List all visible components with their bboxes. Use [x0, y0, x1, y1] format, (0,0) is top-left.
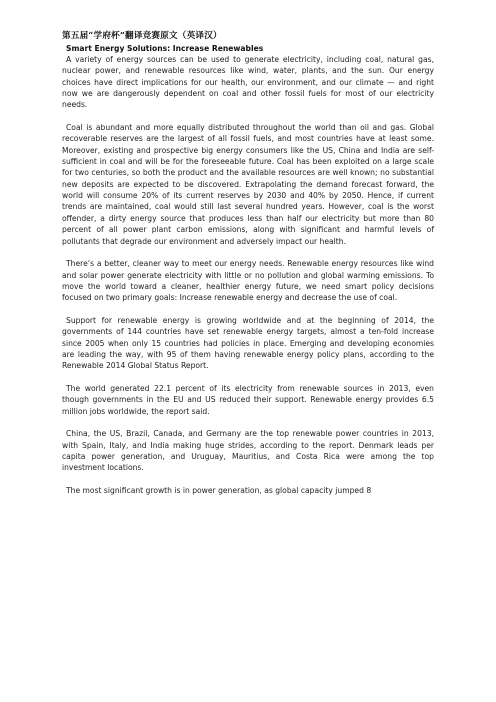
paragraph-gap [62, 417, 434, 428]
paragraph-gap [62, 111, 434, 122]
document-subtitle: Smart Energy Solutions: Increase Renewables [66, 44, 264, 53]
paragraph-gap [62, 372, 434, 383]
paragraph-gap [62, 247, 434, 258]
paragraph: China, the US, Brazil, Canada, and Germany are the top renewable power countries in 2013, with Spain, Italy, and India making huge strides, according to the report. Denmark leads per capita power generation, and Uruguay, Mauritius, and Costa Rica were among the top investment locations. [62, 429, 434, 473]
paragraph: There’s a better, cleaner way to meet our energy needs. Renewable energy resources like wind and solar power generate electricity with little or no pollution and global warming emissions. To move the world toward a cleaner, healthier energy future, we need smart policy decisions focused on two primary goals: Increase renewable energy and decrease the use of coal. [62, 259, 434, 303]
paragraph: The most significant growth is in power generation, as global capacity jumped 8 [66, 486, 372, 496]
paragraph: The world generated 22.1 percent of its electricity from renewable sources in 2013, even though governments in the EU and US reduced their support. Renewable energy provides 6.5 million jobs worldwide, the report said. [62, 383, 434, 416]
document-title: 第五届“学府杯”翻译竞赛原文（英译汉） [62, 31, 222, 41]
paragraph: Support for renewable energy is growing worldwide and at the beginning of 2014, the governments of 144 countries have set renewable energy targets, almost a ten-fold increase since 2005 when only 15 countries had policies in place. Emerging and developing economies are leading the way, with 95 of them having renewable energy policy plans, according to the Renewable 2014 Global Status Report. [62, 315, 434, 371]
document-page [62, 30, 434, 496]
paragraph: A variety of energy sources can be used to generate electricity, including coal, natural gas, nuclear power, and renewable resources like wind, water, plants, and the sun. Our energy choices have direct implications for our health, our environment, and our climate — and right now we are dangerously dependent on coal and other fossil fuels for most of our electricity needs. [62, 55, 434, 110]
paragraph-gap [62, 304, 434, 315]
paragraph-gap [62, 474, 434, 485]
paragraph: Coal is abundant and more equally distributed throughout the world than oil and gas. Global recoverable reserves are the largest of all fossil fuels, and most countries have at least some. Moreover, existing and prospective big energy consumers like the US, China and India are self-sufficient in coal and will be for the foreseeable future. Coal has been exploited on a large scale for two centuries, so both the product and the available resources are well known; no substantial new deposits are expected to be discovered. Extrapolating the demand forecast forward, the world will consume 20% of its current reserves by 2030 and 40% by 2050. Hence, if current trends are maintained, coal would still last several hundred years. However, coal is the worst offender, a dirty energy source that produces less than half our electricity but more than 80 percent of all power plant carbon emissions, along with significant and harmful levels of pollutants that degrade our environment and adversely impact our health. [62, 123, 434, 246]
